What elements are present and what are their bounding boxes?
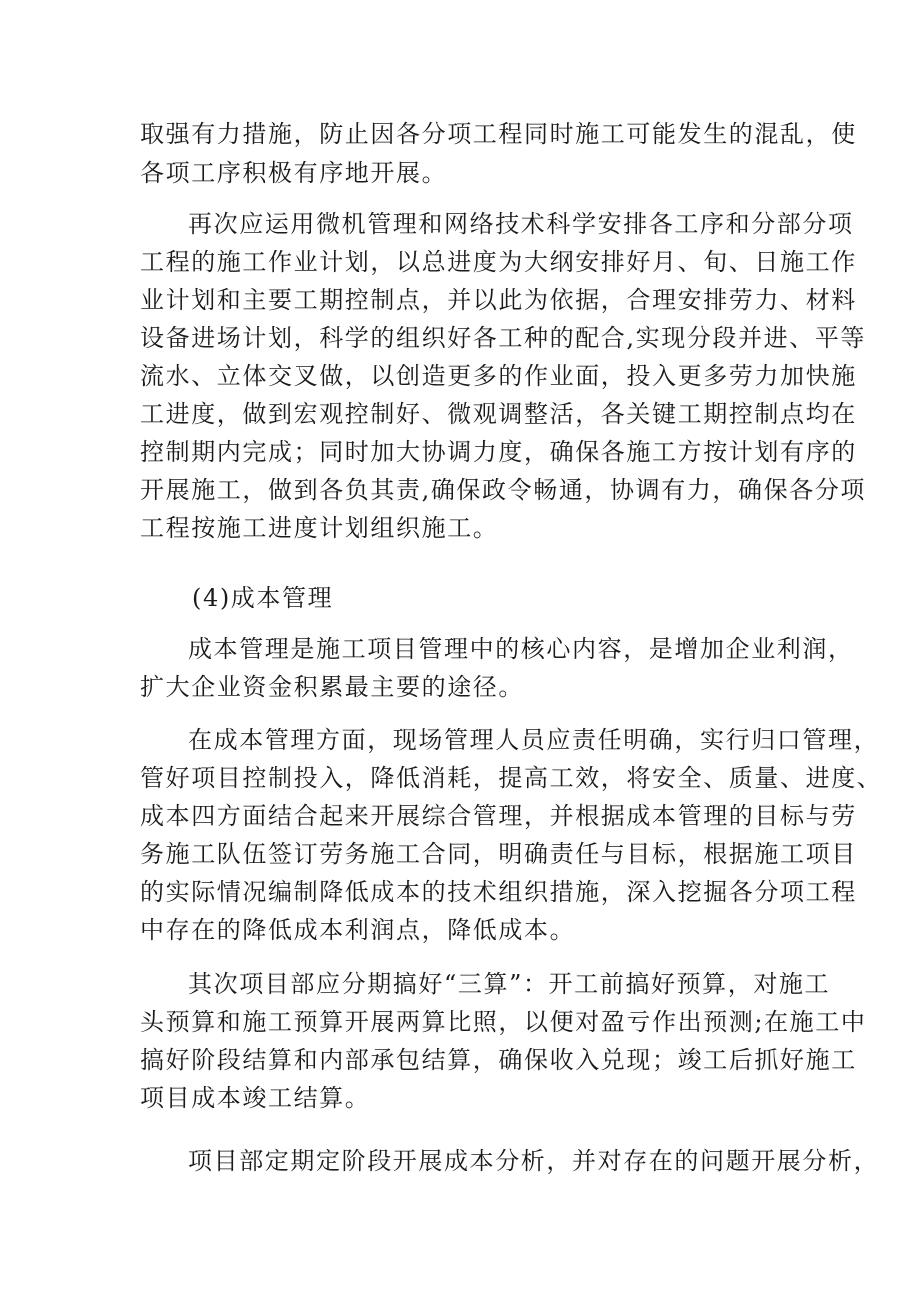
paragraph-2-line-7: 控制期内完成；同时加大协调力度，确保各施工方按计划有序的 [140, 438, 857, 466]
paragraph-2-line-8: 开展施工，做到各负其责,确保政令畅通，协调有力，确保各分项 [140, 476, 867, 504]
paragraph-4-line-5: 的实际情况编制降低成本的技术组织措施，深入挖掘各分项工程 [140, 878, 857, 906]
paragraph-2-line-4: 设备进场计划，科学的组织好各工种的配合,实现分段并进、平等 [140, 324, 867, 352]
paragraph-2-line-3: 业计划和主要工期控制点，并以此为依据，合理安排劳力、材料 [140, 286, 857, 314]
paragraph-4-line-3: 成本四方面结合起来开展综合管理，并根据成本管理的目标与劳 [140, 802, 857, 830]
paragraph-2-line-6: 工进度，做到宏观控制好、微观调整活，各关键工期控制点均在 [140, 400, 857, 428]
paragraph-4-line-1: 在成本管理方面，现场管理人员应责任明确，实行归口管理， [188, 726, 880, 754]
paragraph-5-line-1: 其次项目部应分期搞好“三算”：开工前搞好预算，对施工 [188, 970, 831, 998]
paragraph-2-line-9: 工程按施工进度计划组织施工。 [140, 514, 499, 542]
paragraph-3-line-2: 扩大企业资金积累最主要的途径。 [140, 673, 524, 701]
paragraph-2-line-2: 工程的施工作业计划，以总进度为大纲安排好月、旬、日施工作 [140, 248, 857, 276]
paragraph-2-line-1: 再次应运用微机管理和网络技术科学安排各工序和分部分项 [188, 210, 854, 238]
paragraph-4-line-2: 管好项目控制投入，降低消耗，提高工效，将安全、质量、进度、 [140, 764, 883, 792]
paragraph-1-line-2: 各项工序积极有序地开展。 [140, 159, 448, 187]
paragraph-5-line-4: 项目成本竣工结算。 [140, 1084, 371, 1112]
paragraph-3-line-1: 成本管理是施工项目管理中的核心内容，是增加企业利润， [188, 635, 854, 663]
paragraph-1-line-1: 取强有力措施，防止因各分项工程同时施工可能发生的混乱，使 [140, 120, 857, 148]
paragraph-2-line-5: 流水、立体交叉做，以创造更多的作业面，投入更多劳力加快施 [140, 362, 857, 390]
paragraph-5-line-3: 搞好阶段结算和内部承包结算，确保收入兑现；竣工后抓好施工 [140, 1046, 857, 1074]
paragraph-5-line-2: 头预算和施工预算开展两算比照，以便对盈亏作出预测;在施工中 [140, 1008, 867, 1036]
paragraph-6-line-1: 项目部定期定阶段开展成本分析，并对存在的问题开展分析， [188, 1147, 880, 1175]
paragraph-4-line-4: 务施工队伍签订劳务施工合同，明确责任与目标，根据施工项目 [140, 840, 857, 868]
paragraph-4-line-6: 中存在的降低成本利润点，降低成本。 [140, 916, 576, 944]
section-heading-cost-management: (4)成本管理 [192, 584, 334, 612]
